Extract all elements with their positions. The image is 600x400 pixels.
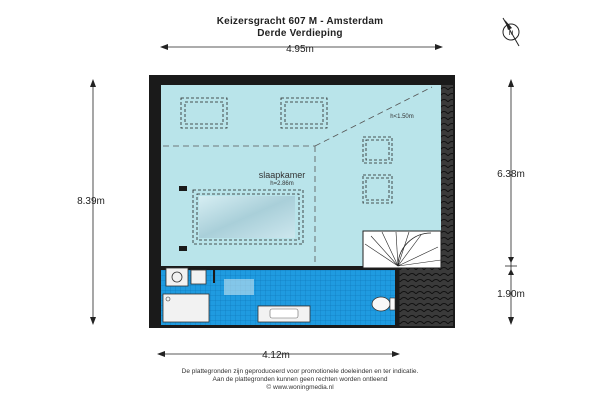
top-dimension [160, 44, 443, 55]
toilet-icon [372, 297, 390, 311]
bedroom-height: h=2.86m [270, 181, 294, 187]
boiler-icon [191, 270, 206, 284]
wall-outlet-top [179, 186, 187, 191]
footer-disclaimer-2: Aan de plattegronden kunnen geen rechten worden ontleend [212, 376, 388, 383]
left-dimension [77, 79, 105, 325]
compass-icon [503, 18, 519, 46]
bed-area [193, 190, 303, 244]
washing-machine-icon [166, 268, 188, 286]
right-dimension [497, 79, 525, 325]
bottom-width-label: 4.12m [262, 350, 290, 361]
staircase [363, 231, 441, 268]
right-upper-label: 6.38m [497, 169, 525, 180]
top-width-label: 4.95m [286, 44, 314, 55]
floor-title: Derde Verdieping [257, 28, 343, 39]
compass-label: N [508, 31, 514, 37]
skylight-bath-icon [224, 279, 254, 295]
footer-copyright: © www.woningmedia.nl [266, 384, 334, 391]
bedroom-name: slaapkamer [258, 170, 306, 180]
wall-outlet-bottom [179, 246, 187, 251]
slope-height: h<1.50m [390, 114, 414, 120]
right-lower-label: 1.90m [497, 289, 525, 300]
left-height-label: 8.39m [77, 196, 105, 207]
footer-disclaimer-1: De plattegronden zijn geproduceerd voor promotionele doeleinden en ter indicatie. [181, 368, 419, 375]
bottom-dimension [157, 350, 400, 361]
address-title: Keizersgracht 607 M - Amsterdam [216, 16, 384, 27]
